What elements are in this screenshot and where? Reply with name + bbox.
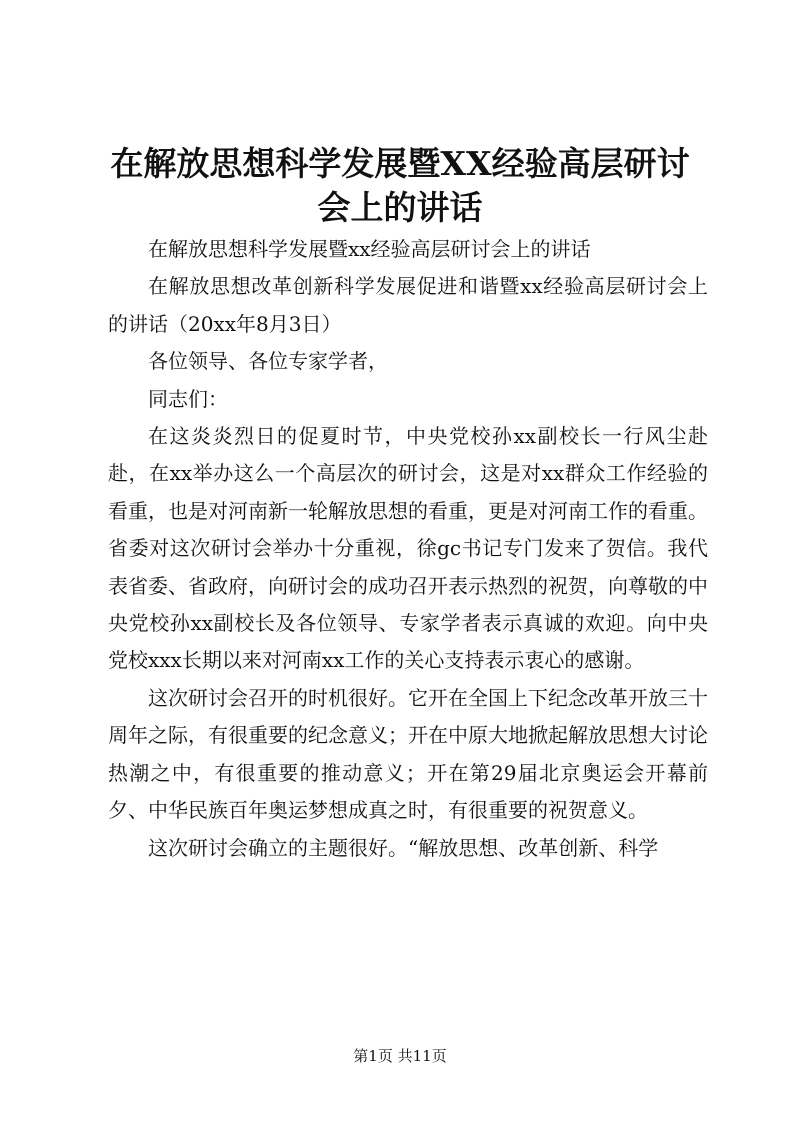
paragraph-body-2: 这次研讨会召开的时机很好。它开在全国上下纪念改革开放三十周年之际，有很重要的纪念意义；开在中原大地掀起解放思想大讨论热潮之中，有很重要的推动意义；开在第29届北京奥运会开幕前夕、中华民族百年奥运梦想成真之时，有很重要的祝贺意义。 <box>108 685 708 823</box>
paragraph-subtitle: 在解放思想科学发展暨xx经验高层研讨会上的讲话 <box>148 237 591 261</box>
paragraph-full-title: 在解放思想改革创新科学发展促进和谐暨xx经验高层研讨会上的讲话（20xx年8月3日） <box>108 274 708 336</box>
paragraph-body-1: 在这炎炎烈日的促夏时节，中央党校孙xx副校长一行风尘赴赴，在xx举办这么一个高层次的研讨会，这是对xx群众工作经验的看重，也是对河南新一轮解放思想的看重，更是对河南工作的看重。省委对这次研讨会举办十分重视，徐gc书记专门发来了贺信。我代表省委、省政府，向研讨会的成功召开表示热烈的祝贺，向尊敬的中央党校孙xx副校长及各位领导、专家学者表示真诚的欢迎。向中央党校xxx长期以来对河南xx工作的关心支持表示衷心的感谢。 <box>108 424 708 673</box>
document-title: 在解放思想科学发展暨XX经验高层研讨会上的讲话 <box>110 144 690 227</box>
paragraph-salutation-2: 同志们： <box>148 386 228 411</box>
paragraph-salutation-1: 各位领导、各位专家学者， <box>148 349 388 374</box>
paragraph-body-3: 这次研讨会确立的主题很好。“解放思想、改革创新、科学 <box>148 835 659 860</box>
page-number-footer: 第1页 共11页 <box>353 1047 447 1065</box>
document-body <box>108 231 708 867</box>
